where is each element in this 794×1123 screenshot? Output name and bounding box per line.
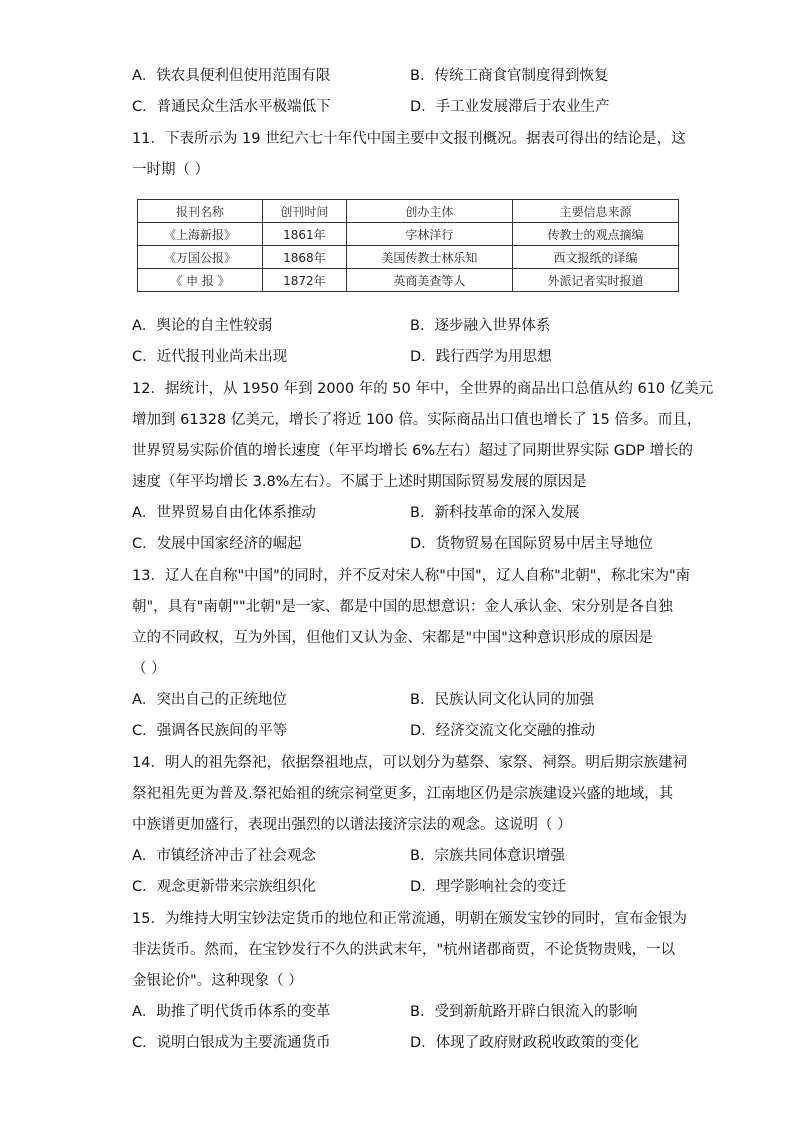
q10-option-b: B．传统工商食官制度得到恢复 [410, 68, 609, 84]
table-header-cell: 创办主体 [346, 200, 512, 223]
table-header-cell: 创刊时间 [262, 200, 346, 223]
q14-stem-line: 祭祀祖先更为普及.祭祀始祖的统宗祠堂更多，江南地区仍是宗族建设兴盛的地域，其 [132, 786, 674, 802]
q11-option-b: B．逐步融入世界体系 [410, 318, 551, 334]
q14-stem-line: 中族谱更加盛行，表现出强烈的以谱法接济宗法的观念。这说明（ ） [132, 817, 572, 833]
table-header-cell: 报刊名称 [138, 200, 263, 223]
table-cell: 1861年 [262, 223, 346, 246]
q11-option-c: C．近代报刊业尚未出现 [132, 349, 288, 365]
table-cell: 外派记者实时报道 [512, 269, 678, 292]
table-header-cell: 主要信息来源 [512, 200, 678, 223]
q12-stem-line: 12．据统计，从 1950 年到 2000 年的 50 年中，全世界的商品出口总值从约 610 亿美元 [132, 381, 714, 397]
q12-stem-line: 增加到 61328 亿美元，增长了将近 100 倍。实际商品出口值也增长了 15 倍多。而且， [132, 412, 702, 428]
q15-option-a: A．助推了明代货币体系的变革 [132, 1004, 331, 1020]
q15-stem-line: 金银论价"。这种现象（ ） [132, 973, 303, 989]
table-row [138, 223, 679, 246]
table-row [138, 269, 679, 292]
q15-stem-line: 15．为维持大明宝钞法定货币的地位和正常流通，明朝在颁发宝钞的同时，宣布金银为 [132, 911, 687, 927]
table-header-row [138, 200, 679, 223]
q14-option-a: A．市镇经济冲击了社会观念 [132, 848, 316, 864]
q12-option-d: D．货物贸易在国际贸易中居主导地位 [410, 536, 654, 552]
table-cell: 《上海新报》 [138, 223, 263, 246]
table-cell: 《 申 报 》 [138, 269, 263, 292]
q15-option-d: D．体现了政府财政税收政策的变化 [410, 1035, 639, 1051]
table-cell: 传教士的观点摘编 [512, 223, 678, 246]
q13-option-b: B．民族认同文化认同的加强 [410, 692, 594, 708]
q13-option-c: C．强调各民族间的平等 [132, 723, 288, 739]
q11-option-a: A．舆论的自主性较弱 [132, 318, 273, 334]
q10-option-c: C．普通民众生活水平极端低下 [132, 99, 331, 115]
newspaper-table [137, 199, 679, 292]
q11-stem-line: 11．下表所示为 19 世纪六七十年代中国主要中文报刊概况。据表可得出的结论是，这 [132, 131, 686, 147]
q15-option-b: B．受到新航路开辟白银流入的影响 [410, 1004, 638, 1020]
q13-stem-line: 朝"，具有"南朝""北朝"是一家、都是中国的思想意识：金人承认金、宋分别是各自独 [132, 599, 673, 615]
table-cell: 英商美查等人 [346, 269, 512, 292]
table-cell: 1868年 [262, 246, 346, 269]
q11-option-d: D．践行西学为用思想 [410, 349, 552, 365]
table-row [138, 246, 679, 269]
q15-option-c: C．说明白银成为主要流通货币 [132, 1035, 331, 1051]
q12-option-b: B．新科技革命的深入发展 [410, 505, 580, 521]
q14-option-c: C．观念更新带来宗族组织化 [132, 879, 317, 895]
q13-option-a: A．突出自己的正统地位 [132, 692, 287, 708]
q10-option-d: D．手工业发展滞后于农业生产 [410, 99, 610, 115]
table-cell: 美国传教士林乐知 [346, 246, 512, 269]
q14-option-b: B．宗族共同体意识增强 [410, 848, 565, 864]
q10-option-a: A．铁农具便利但使用范围有限 [132, 68, 331, 84]
table-cell: 《万国公报》 [138, 246, 263, 269]
q13-stem-line: （ ） [132, 661, 166, 677]
q12-stem-line: 世界贸易实际价值的增长速度（年平均增长 6%左右）超过了同期世界实际 GDP 增长的 [132, 443, 693, 459]
table-cell: 1872年 [262, 269, 346, 292]
q13-stem-line: 立的不同政权，互为外国，但他们又认为金、宋都是"中国"这种意识形成的原因是 [132, 630, 653, 646]
q14-stem-line: 14．明人的祖先祭祀，依据祭祖地点，可以划分为墓祭、家祭、祠祭。明后期宗族建祠 [132, 755, 687, 771]
q12-option-a: A．世界贸易自由化体系推动 [132, 505, 316, 521]
table-cell: 字林洋行 [346, 223, 512, 246]
q14-option-d: D．理学影响社会的变迁 [410, 879, 567, 895]
table-cell: 西文报纸的译编 [512, 246, 678, 269]
q12-option-c: C．发展中国家经济的崛起 [132, 536, 302, 552]
q13-option-d: D．经济交流文化交融的推动 [410, 723, 596, 739]
q15-stem-line: 非法货币。然而，在宝钞发行不久的洪武末年，"杭州诸郡商贾，不论货物贵贱，一以 [132, 942, 676, 958]
q12-stem-line: 速度（年平均增长 3.8%左右）。不属于上述时期国际贸易发展的原因是 [132, 474, 587, 490]
q11-stem-line: 一时期（ ） [132, 162, 210, 178]
q13-stem-line: 13．辽人在自称"中国"的同时，并不反对宋人称"中国"，辽人自称"北朝"，称北宋为"南 [132, 568, 691, 584]
